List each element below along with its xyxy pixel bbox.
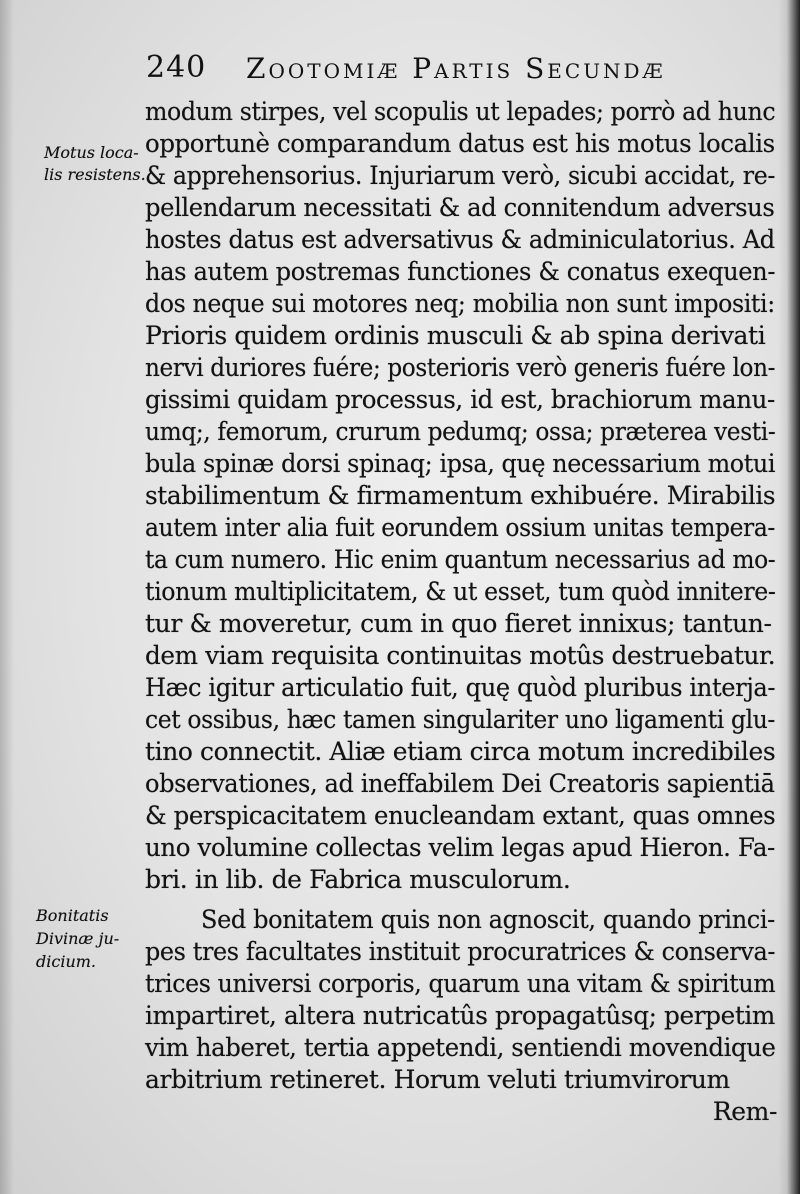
text-line: Sed bonitatem quis non agnoscit, quando princi- [201,905,775,934]
text-line: hostes datus est adversativus & adminiculatorius. Ad [145,225,775,254]
text-line: arbitrium retineret. Horum veluti triumvirorum [145,1065,730,1094]
margin-note-line: Bonitatis [36,906,109,925]
text-line: gissimi quidam processus, id est, brachiorum manu- [145,385,775,414]
text-line: modum stirpes, vel scopulis ut lepades; porrò ad hunc [145,97,776,126]
page-header [146,50,766,90]
margin-note-line: lis resistens. [44,165,146,184]
text-line: tionum multiplicitatem, & ut esset, tum quòd innitere- [145,577,776,606]
text-line: opportunè comparandum datus est his motus localis [145,129,775,158]
text-line: autem inter alia fuit eorundem ossium unitas tempera- [145,513,775,542]
text-line: dem viam requisita continuitas motûs destruebatur. [145,641,776,670]
margin-note-line: dicium. [36,952,96,971]
text-line: tur & moveretur, cum in quo fieret innixus; tantun- [145,609,772,638]
text-line: uno volumine collectas velim legas apud Hieron. Fa- [145,833,775,862]
text-line: Hæc igitur articulatio fuit, quę quòd pluribus interja- [145,673,776,702]
page-edge-shadow [778,0,800,1194]
page-number: 240 [146,50,207,85]
text-line: & apprehensorius. Injuriarum verò, sicubi accidat, re- [145,161,776,190]
text-line: pes tres facultates instituit procuratrices & conserva- [145,937,776,966]
catchword: Rem- [712,1097,777,1126]
margin-note-line: Divinæ ju- [36,929,120,948]
text-line: observationes, ad ineffabilem Dei Creatoris sapientiā [145,769,775,798]
text-line: ta cum numero. Hic enim quantum necessarius ad mo- [145,545,776,574]
text-line: cet ossibus, hæc tamen singulariter uno ligamenti glu- [145,705,775,734]
text-line: vim haberet, tertia appetendi, sentiendi movendique [145,1033,776,1062]
text-line: trices universi corporis, quarum una vitam & spiritum [145,969,776,998]
page-gutter-shadow [0,0,14,1194]
text-line: umq;, femorum, crurum pedumq; ossa; præterea vesti- [145,417,776,446]
margin-note-motus [44,142,146,186]
text-line: stabilimentum & firmamentum exhibuére. Mirabilis [145,481,776,510]
margin-note-line: Motus loca- [44,143,139,162]
text-line: tino connectit. Aliæ etiam circa motum incredibiles [145,737,776,766]
margin-note-bonitatis [36,904,119,973]
text-line: pellendarum necessitati & ad connitendum adversus [145,193,775,222]
text-line: has autem postremas functiones & conatus exequen- [145,257,776,286]
running-title: Zootomiæ Partis Secundæ [246,52,666,85]
text-line: nervi duriores fuére; posterioris verò generis fuére lon- [145,353,776,382]
text-line: & perspicacitatem enucleandam extant, quas omnes [145,801,776,830]
text-line: dos neque sui motores neq; mobilia non sunt impositi: [145,289,775,318]
text-line: impartiret, altera nutricatûs propagatûsq; perpetim [145,1001,775,1030]
text-line: bula spinæ dorsi spinaq; ipsa, quę necessarium motui [145,449,776,478]
text-line: bri. in lib. de Fabrica musculorum. [145,865,571,894]
text-line: Prioris quidem ordinis musculi & ab spina derivati [145,321,766,350]
